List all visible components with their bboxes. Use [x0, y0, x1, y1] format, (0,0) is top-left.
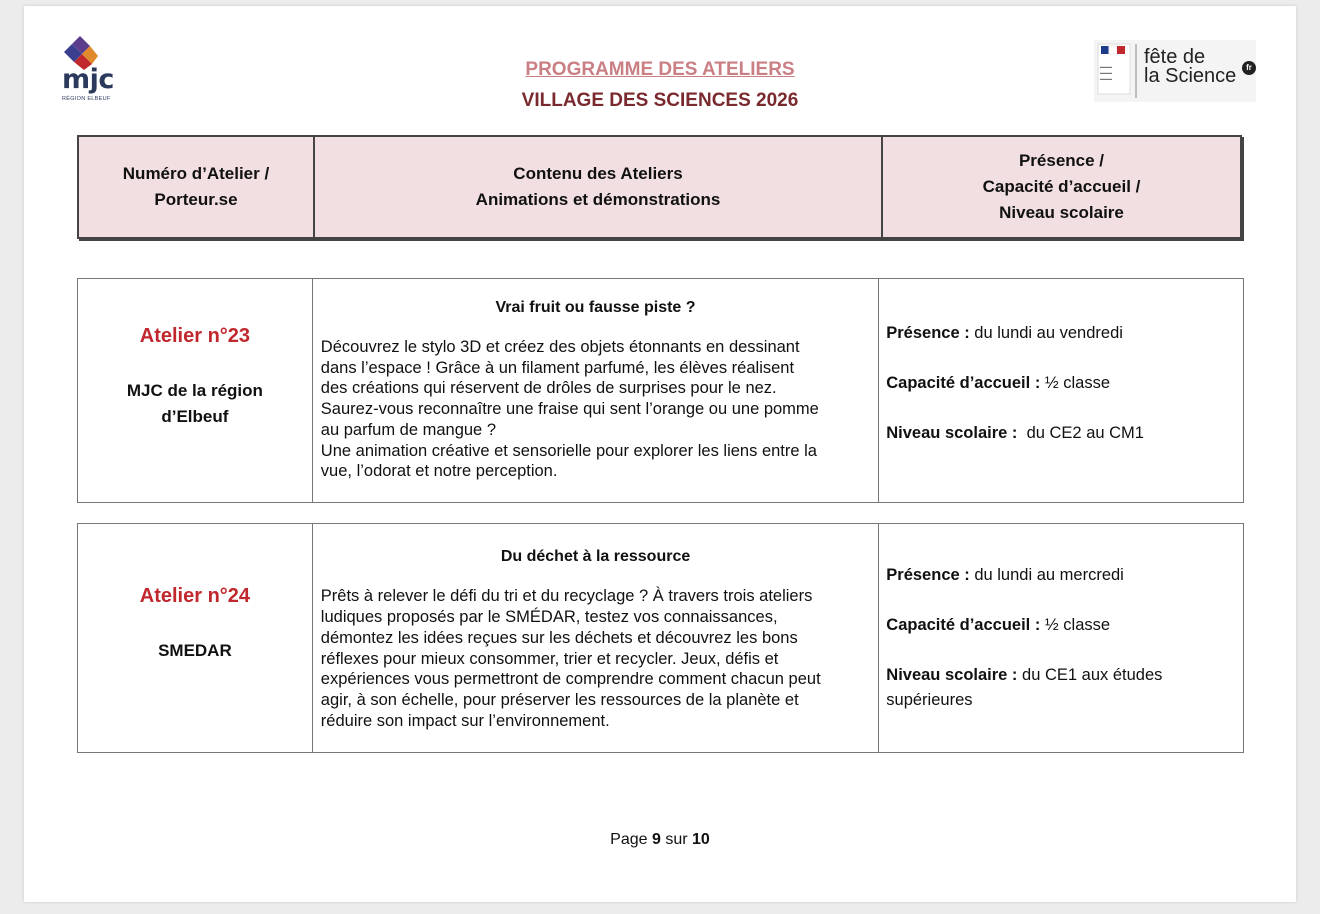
capacite-value: ½ classe	[1040, 374, 1111, 392]
atelier-description: Prêts à relever le défi du tri et du recyclage ? À travers trois ateliers ludiques proposés par le SMÉDAR, testez vos connaissances, démontez les idées reçues sur les déchets et découvrez les bons réflexes pour mieux consommer, trier et recycler. Jeux, défis et expériences vous permettront de comprendre comment chacun peut agir, à son échelle, pour préserver les ressources de la planète et réduire son impact sur l’environnement.	[320, 587, 821, 730]
capacite-line	[886, 371, 1236, 396]
atelier-organizer-line1: MJC de la région	[126, 381, 263, 400]
capacite-value: ½ classe	[1040, 616, 1111, 634]
header-col-contenu	[314, 136, 882, 238]
niveau-label: Niveau scolaire :	[886, 424, 1018, 442]
capacite-label: Capacité d’accueil :	[886, 374, 1041, 392]
header-col-presence-line1: Présence /	[1018, 151, 1105, 170]
header-col-atelier-line1: Numéro d’Atelier /	[122, 164, 270, 183]
page-total: 10	[692, 831, 710, 848]
atelier-title: Vrai fruit ou fausse piste ?	[495, 298, 696, 316]
atelier-content-cell	[312, 279, 878, 503]
niveau-label: Niveau scolaire :	[886, 666, 1018, 684]
header-col-presence-line2: Capacité d’accueil /	[982, 177, 1141, 196]
page-number	[0, 831, 1320, 849]
page-current: 9	[651, 831, 661, 848]
atelier-title: Du déchet à la ressource	[500, 548, 691, 566]
page-title: PROGRAMME DES ATELIERS	[525, 59, 795, 80]
mjc-logo-subtitle: RÉGION ELBEUF	[62, 96, 111, 102]
atelier-info-cell	[879, 524, 1244, 753]
atelier-content-cell	[312, 524, 878, 753]
niveau-value: du CE1 aux études supérieures	[886, 666, 1163, 709]
presence-label: Présence :	[886, 566, 970, 584]
fete-line2: la Science	[1144, 65, 1237, 87]
atelier-id-cell	[78, 524, 313, 753]
niveau-value: du CE2 au CM1	[1017, 424, 1144, 442]
page-subtitle: VILLAGE DES SCIENCES 2026	[521, 90, 799, 111]
atelier-id-cell	[78, 279, 313, 503]
presence-line	[886, 563, 1236, 588]
presence-label: Présence :	[886, 324, 970, 342]
atelier-organizer	[78, 638, 312, 664]
atelier-info-cell	[879, 279, 1244, 503]
header-col-contenu-line2: Animations et démonstrations	[475, 190, 721, 209]
atelier-number: Atelier n°23	[139, 325, 251, 347]
fete-fr-badge: fr	[1242, 61, 1256, 75]
atelier-info	[879, 563, 1243, 713]
atelier-table	[77, 523, 1244, 753]
capacite-line	[886, 613, 1236, 638]
header-col-presence	[882, 136, 1241, 238]
presence-value: du lundi au mercredi	[969, 566, 1124, 584]
page-prefix: Page	[610, 831, 652, 848]
header-col-contenu-line1: Contenu des Ateliers	[513, 164, 683, 183]
mjc-logo-text: mjc	[62, 64, 114, 95]
atelier-info	[879, 321, 1243, 446]
page-sur: sur	[660, 831, 693, 848]
header-col-presence-line3: Niveau scolaire	[999, 203, 1124, 222]
republique-francaise-mark: ▬▬▬ ▬▬▬ ▬▬▬	[1100, 64, 1112, 81]
atelier-table	[77, 278, 1244, 503]
presence-line	[886, 321, 1236, 346]
atelier-number: Atelier n°24	[139, 584, 251, 607]
fete-line1: fête de	[1144, 46, 1206, 68]
niveau-line	[886, 663, 1236, 713]
capacite-label: Capacité d’accueil :	[886, 616, 1041, 634]
atelier-description: Découvrez le stylo 3D et créez des objets étonnants en dessinant dans l’espace ! Grâce à un filament parfumé, les élèves réalisent des créations qui réservent de drôles de surprises pour le nez. Saurez-vous reconnaître une fraise qui sent l’orange ou une pomme au parfum de mangue ? Une animation créative et sensorielle pour explorer les liens entre la vue, l’odorat et notre perception.	[320, 337, 819, 481]
atelier-organizer-line1: SMEDAR	[158, 640, 232, 660]
atelier-organizer	[78, 378, 312, 430]
header-col-atelier-line2: Porteur.se	[154, 190, 238, 209]
presence-value: du lundi au vendredi	[969, 324, 1123, 342]
atelier-organizer-line2: d’Elbeuf	[161, 407, 229, 426]
header-col-atelier	[78, 136, 314, 238]
header-table	[77, 135, 1242, 239]
niveau-line	[886, 421, 1236, 446]
